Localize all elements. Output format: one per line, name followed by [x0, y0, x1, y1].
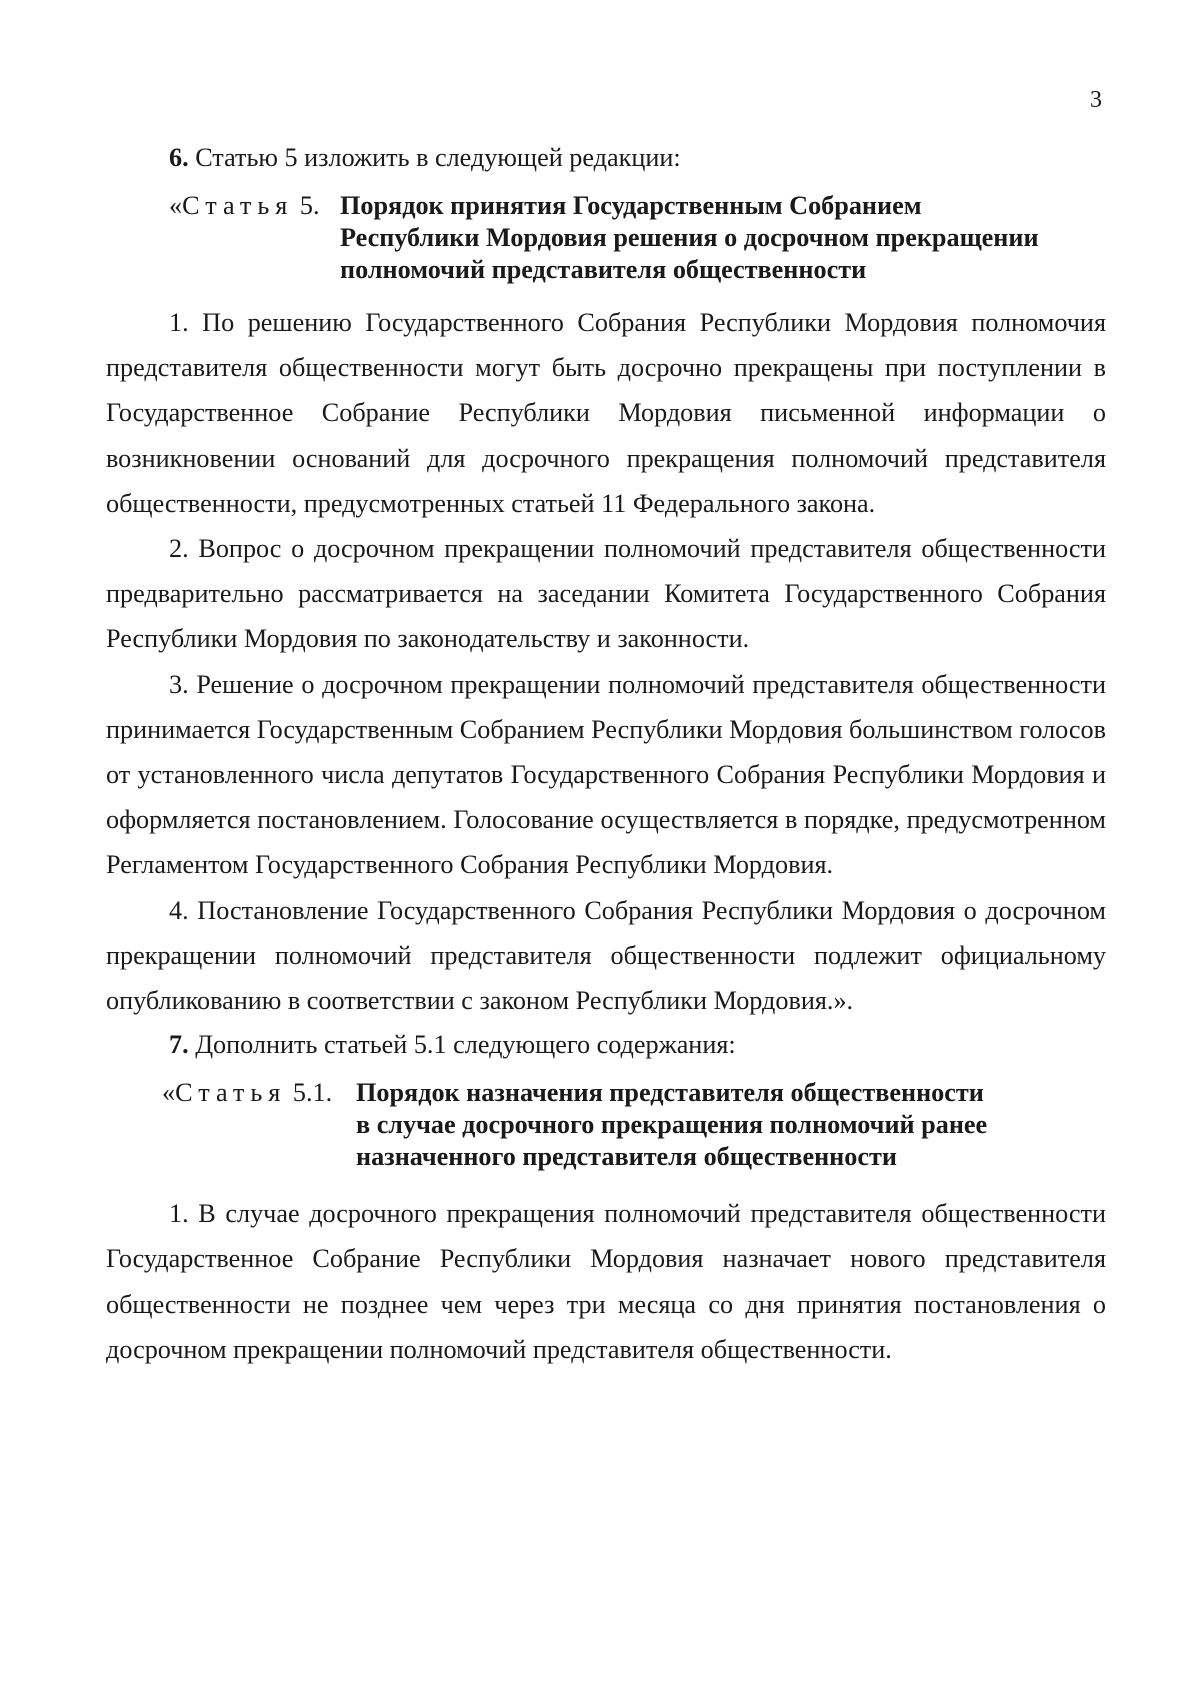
amendment-number: 7.	[169, 1030, 189, 1060]
amendment-text: Дополнить статьей 5.1 следующего содержания:	[188, 1030, 736, 1060]
article-title-line: полномочий представителя общественности	[340, 255, 867, 284]
article-title-line: назначенного представителя общественности	[356, 1142, 897, 1172]
article-title-line: Порядок назначения представителя общественности	[356, 1078, 984, 1108]
amendment-number: 6.	[169, 143, 189, 172]
article-title-line: Порядок принятия Государственным Собранием	[340, 191, 922, 220]
amendment-item-7	[106, 1025, 1106, 1065]
article-paragraph: 3. Решение о досрочном прекращении полномочий представителя общественности принимается Государственным Собранием Республики Мордовия большинством голосов от установленного числа депутатов Государственного Собрания Республики Мордовия и оформляется постановлением. Голосование осуществляется в порядке, предусмотренном Регламентом Государственного Собрания Республики Мордовия.	[106, 669, 1106, 880]
article-paragraph: 4. Постановление Государственного Собрания Республики Мордовия о досрочном прекращении полномочий представителя общественности подлежит официальному опубликованию в соответствии с законом Республики Мордовия.».	[106, 895, 1106, 1016]
article-5-1-heading	[106, 1077, 1106, 1173]
article-word: Статья	[175, 1078, 287, 1108]
article-title-line: в случае досрочного прекращения полномочий ранее	[356, 1110, 988, 1140]
open-quote: «	[162, 1078, 176, 1108]
amendment-item-6	[106, 138, 1106, 178]
article-number: 5.1.	[286, 1078, 333, 1108]
open-quote: «	[169, 191, 183, 220]
article-number: 5.	[293, 191, 320, 220]
article-label	[169, 190, 320, 222]
article-label	[162, 1077, 332, 1109]
article-paragraph: 2. Вопрос о досрочном прекращении полномочий представителя общественности предварительно рассматривается на заседании Комитета Государственного Собрания Республики Мордовия по законодательству и законности.	[106, 534, 1106, 654]
article-word: Статья	[182, 191, 294, 220]
article-paragraph: 1. В случае досрочного прекращения полномочий представителя общественности Государственное Собрание Республики Мордовия назначает нового представителя общественности не позднее чем через три месяца со дня принятия постановления о досрочном прекращении полномочий представителя общественности.	[106, 1199, 1106, 1364]
page-number: 3	[1090, 87, 1102, 113]
article-paragraph: 1. По решению Государственного Собрания Республики Мордовия полномочия представителя общественности могут быть досрочно прекращены при поступлении в Государственное Собрание Республики Мордовия письменной информации о возникновении оснований для досрочного прекращения полномочий представителя общественности, предусмотренных статьей 11 Федерального закона.	[106, 308, 1106, 518]
article-5-heading	[106, 190, 1106, 286]
article-title	[340, 190, 1106, 286]
document-body	[106, 138, 1106, 1372]
article-title-line: Республики Мордовия решения о досрочном прекращении	[340, 223, 1039, 252]
article-title	[356, 1077, 1106, 1173]
amendment-text: Статью 5 изложить в следующей редакции:	[188, 143, 681, 172]
